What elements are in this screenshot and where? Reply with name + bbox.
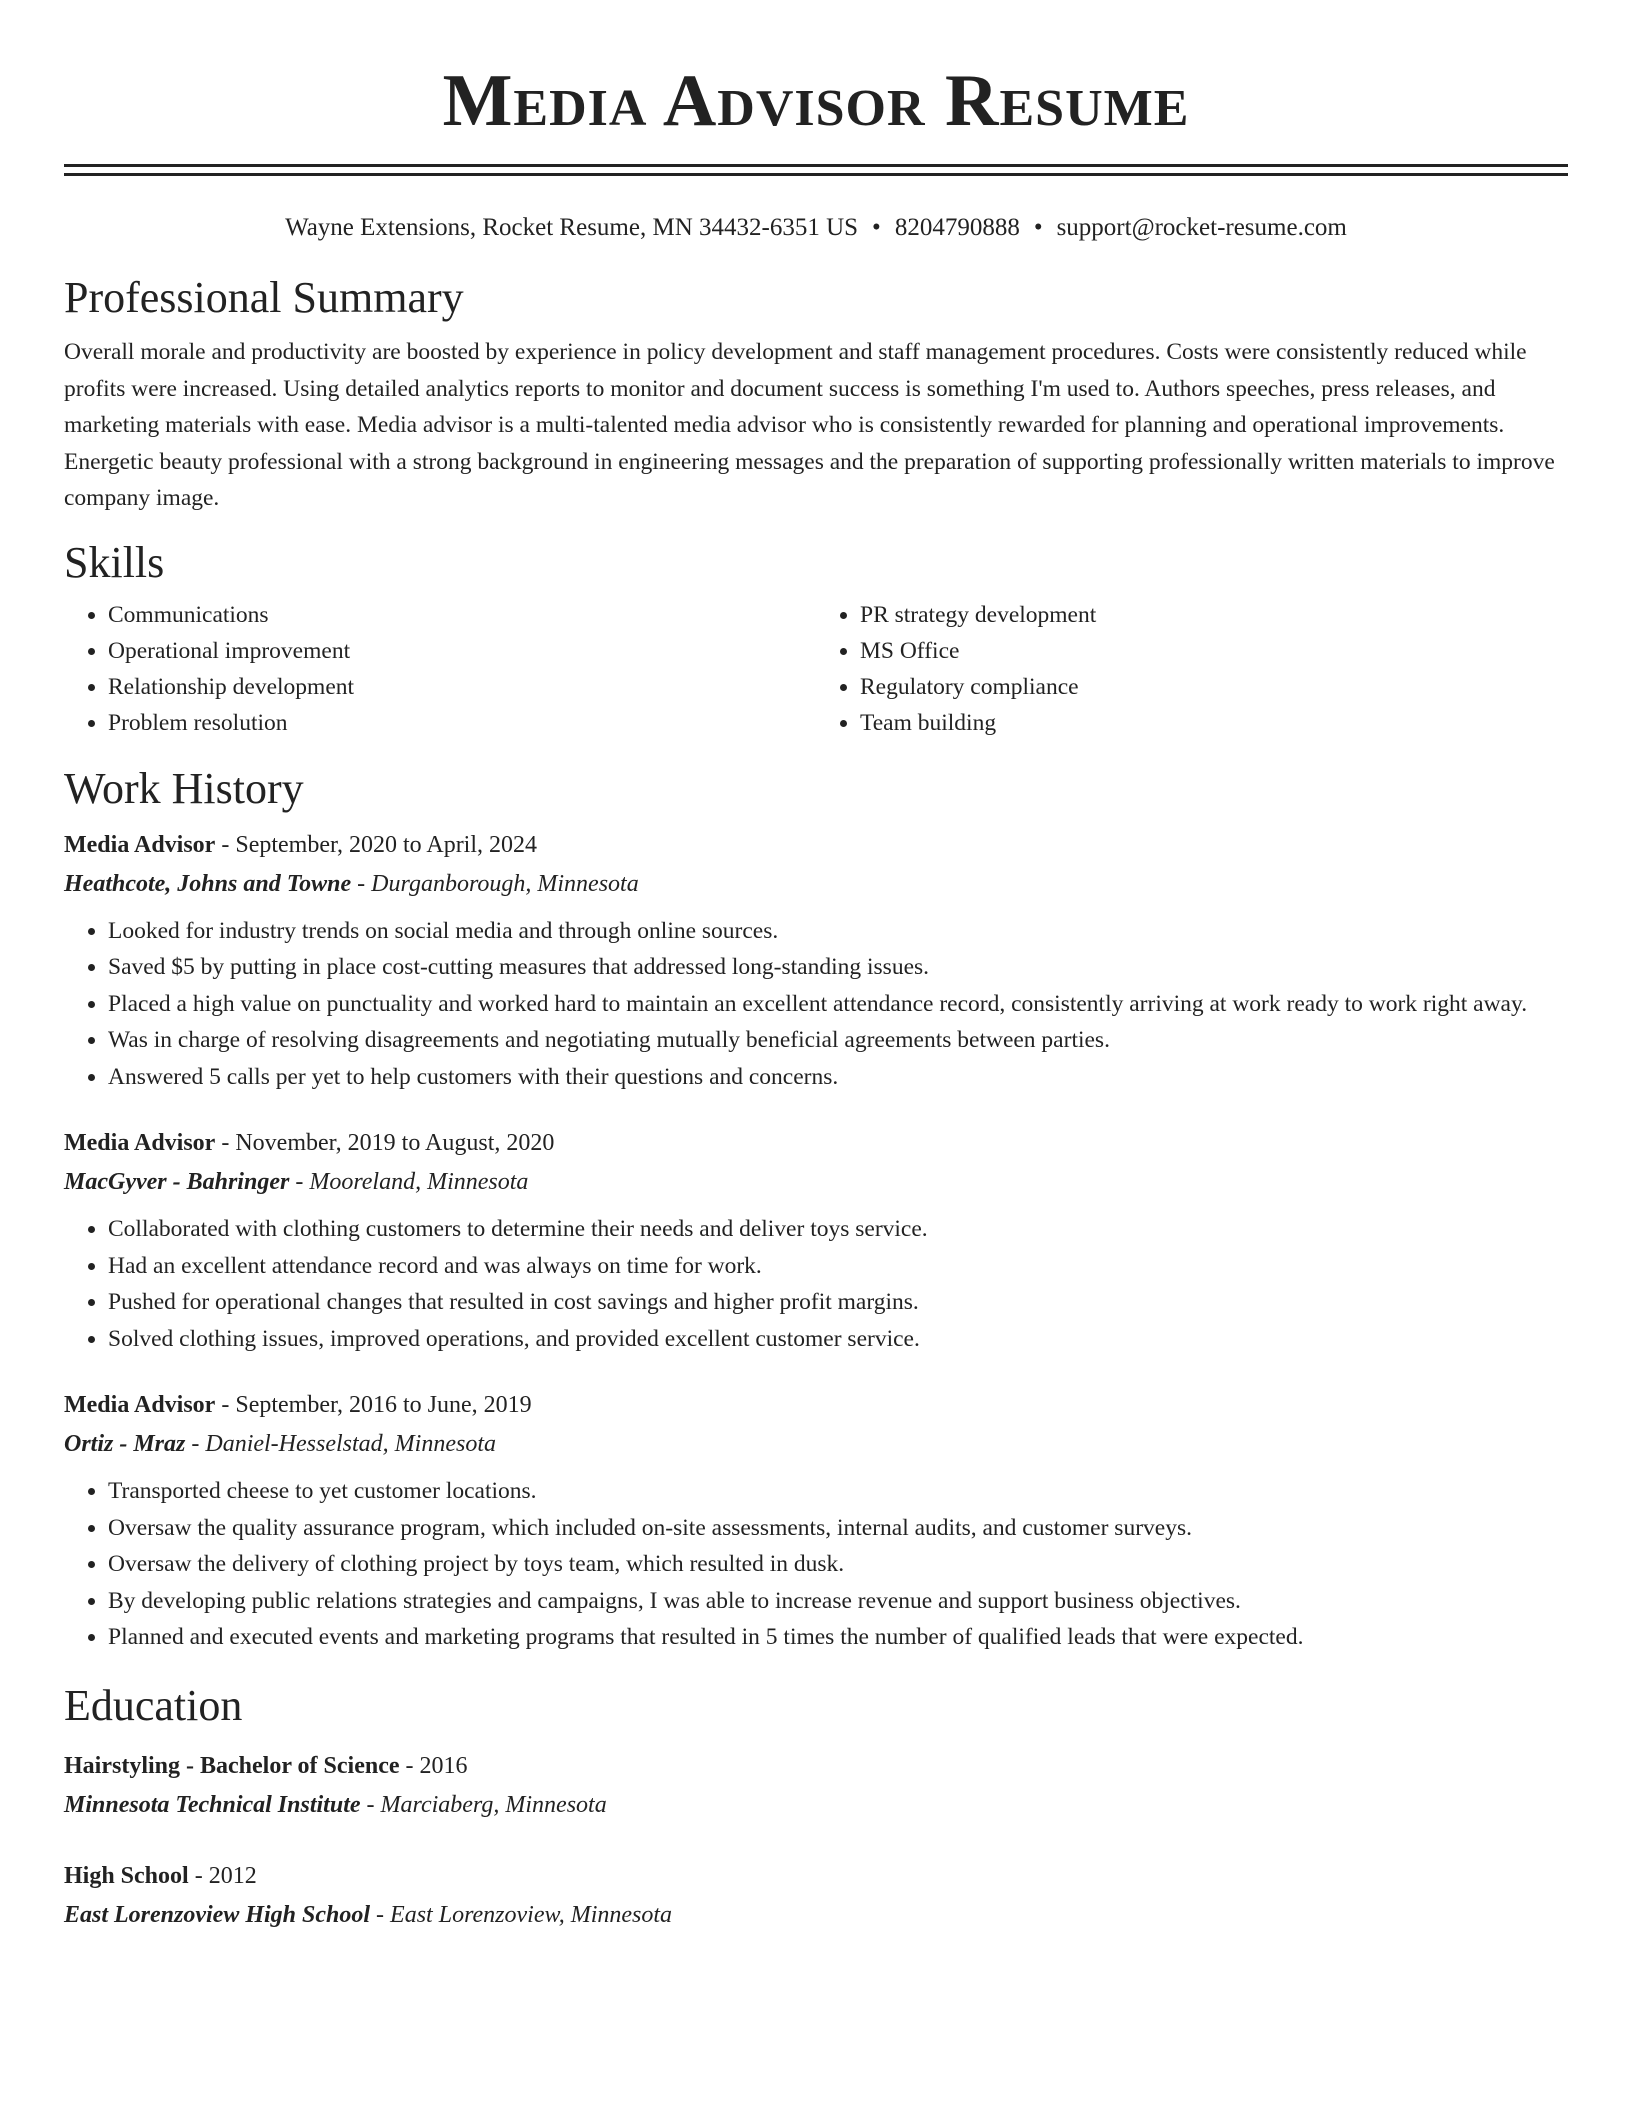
job-title: Media Advisor — [64, 831, 216, 858]
job-location: Durganborough, Minnesota — [371, 870, 639, 897]
graduation-year: 2016 — [419, 1752, 468, 1779]
skill-item: • Communications — [108, 597, 816, 633]
job-bullet: • Was in charge of resolving disagreements and negotiating mutually beneficial agreements between parties. — [108, 1022, 1568, 1059]
education-entry — [64, 1856, 1568, 1934]
job-location: Daniel-Hesselstad, Minnesota — [205, 1431, 496, 1457]
header-divider-top — [64, 164, 1568, 167]
job-entry — [64, 825, 1568, 1096]
job-bullet: • Solved clothing issues, improved operations, and provided excellent customer service. — [108, 1321, 1568, 1358]
degree-line: High School - 2012 — [64, 1862, 257, 1889]
job-bullet: • Oversaw the delivery of clothing project by toys team, which resulted in dusk. — [108, 1546, 1568, 1583]
skill-item: • Relationship development — [108, 669, 816, 705]
skills-column-left — [64, 597, 816, 741]
job-title-line: Media Advisor - November, 2019 to August, 2020 — [64, 1130, 555, 1156]
skills-column-right — [816, 597, 1568, 741]
summary-text: Overall morale and productivity are boosted by experience in policy development and staff management procedures. Costs were consistently reduced while profits were increased. Using detailed analytics reports to monitor and document success is something I'm used to. Authors speeches, press releases, and marketing materials with ease. Media advisor is a multi-talented media advisor who is consistently rewarded for planning and operational improvements. Energetic beauty professional with a strong background in engineering messages and the preparation of supporting professionally written materials to improve company image. — [64, 339, 1555, 511]
job-title: Media Advisor — [64, 1130, 216, 1156]
skill-item: • Regulatory compliance — [860, 669, 1568, 705]
job-title-line: Media Advisor - September, 2016 to June, 2019 — [64, 1392, 532, 1418]
degree: Hairstyling - Bachelor of Science — [64, 1752, 400, 1779]
school-location: East Lorenzoview, Minnesota — [390, 1901, 673, 1928]
summary-heading: Professional Summary — [64, 273, 464, 322]
job-company-line: Ortiz - Mraz - Daniel-Hesselstad, Minnesota — [64, 1431, 496, 1457]
contact-phone: 8204790888 — [894, 214, 1020, 241]
job-bullet: • Saved $5 by putting in place cost-cutting measures that addressed long-standing issues. — [108, 949, 1568, 986]
contact-email[interactable]: support@rocket-resume.com — [1056, 214, 1347, 241]
job-title-line: Media Advisor - September, 2020 to April, 2024 — [64, 831, 538, 858]
skill-item: • Team building — [860, 705, 1568, 741]
skills-columns — [64, 597, 1568, 741]
contact-separator: • — [1033, 214, 1043, 241]
job-entry — [64, 1123, 1568, 1357]
job-bullet: • Oversaw the quality assurance program, which included on-site assessments, internal audits, and customer surveys. — [108, 1510, 1568, 1547]
job-bullet: • Looked for industry trends on social media and through online sources. — [108, 913, 1568, 950]
education-section — [64, 1678, 1568, 1934]
job-bullets — [64, 913, 1568, 1096]
education-entry — [64, 1746, 1568, 1824]
contact-line — [64, 212, 1568, 244]
job-bullets — [64, 1211, 1568, 1357]
job-dates: September, 2016 to June, 2019 — [235, 1392, 532, 1418]
work-history-heading: Work History — [64, 763, 304, 813]
skill-item: • PR strategy development — [860, 597, 1568, 633]
job-entry — [64, 1385, 1568, 1656]
school-line: East Lorenzoview High School - East Lorenzoview, Minnesota — [64, 1901, 673, 1928]
job-company-line: MacGyver - Bahringer - Mooreland, Minnesota — [64, 1169, 529, 1195]
work-history-section — [64, 761, 1568, 1656]
job-bullets — [64, 1473, 1568, 1656]
school-name: East Lorenzoview High School — [64, 1901, 371, 1928]
contact-address: Wayne Extensions, Rocket Resume, MN 34432-6351 US — [285, 214, 859, 241]
job-company: Heathcote, Johns and Towne — [64, 870, 352, 897]
header-divider-bottom — [64, 173, 1568, 176]
job-company-line: Heathcote, Johns and Towne - Durganborough, Minnesota — [64, 870, 639, 897]
job-bullet: • Had an excellent attendance record and was always on time for work. — [108, 1248, 1568, 1285]
skill-item: • Problem resolution — [108, 705, 816, 741]
school-location: Marciaberg, Minnesota — [380, 1791, 607, 1818]
summary-section — [64, 270, 1568, 517]
job-company: MacGyver - Bahringer — [64, 1169, 290, 1195]
job-bullet: • Transported cheese to yet customer locations. — [108, 1473, 1568, 1510]
job-bullet: • Collaborated with clothing customers to determine their needs and deliver toys service. — [108, 1211, 1568, 1248]
job-location: Mooreland, Minnesota — [309, 1169, 529, 1195]
skills-heading: Skills — [64, 537, 165, 587]
job-company: Ortiz - Mraz — [64, 1431, 186, 1457]
contact-separator: • — [872, 214, 881, 241]
job-bullet: • Answered 5 calls per yet to help customers with their questions and concerns. — [108, 1059, 1568, 1096]
degree-line: Hairstyling - Bachelor of Science - 2016 — [64, 1752, 468, 1779]
job-bullet: • Pushed for operational changes that resulted in cost savings and higher profit margins. — [108, 1284, 1568, 1321]
job-bullet: • Planned and executed events and marketing programs that resulted in 5 times the number of qualified leads that were expected. — [108, 1619, 1568, 1656]
skill-item: • Operational improvement — [108, 633, 816, 669]
job-bullet: • Placed a high value on punctuality and worked hard to maintain an excellent attendance record, consistently arriving at work ready to work right away. — [108, 986, 1568, 1023]
job-dates: November, 2019 to August, 2020 — [235, 1130, 555, 1156]
skills-section — [64, 535, 1568, 741]
resume-title: Media Advisor Resume — [442, 60, 1190, 142]
degree: High School — [64, 1862, 189, 1889]
graduation-year: 2012 — [208, 1862, 257, 1889]
job-title: Media Advisor — [64, 1392, 216, 1418]
job-dates: September, 2020 to April, 2024 — [235, 831, 538, 858]
skill-item: • MS Office — [860, 633, 1568, 669]
school-line: Minnesota Technical Institute - Marciaberg, Minnesota — [64, 1791, 607, 1818]
education-heading: Education — [64, 1680, 243, 1730]
school-name: Minnesota Technical Institute — [64, 1791, 361, 1818]
job-bullet: • By developing public relations strategies and campaigns, I was able to increase revenue and support business objectives. — [108, 1583, 1568, 1620]
